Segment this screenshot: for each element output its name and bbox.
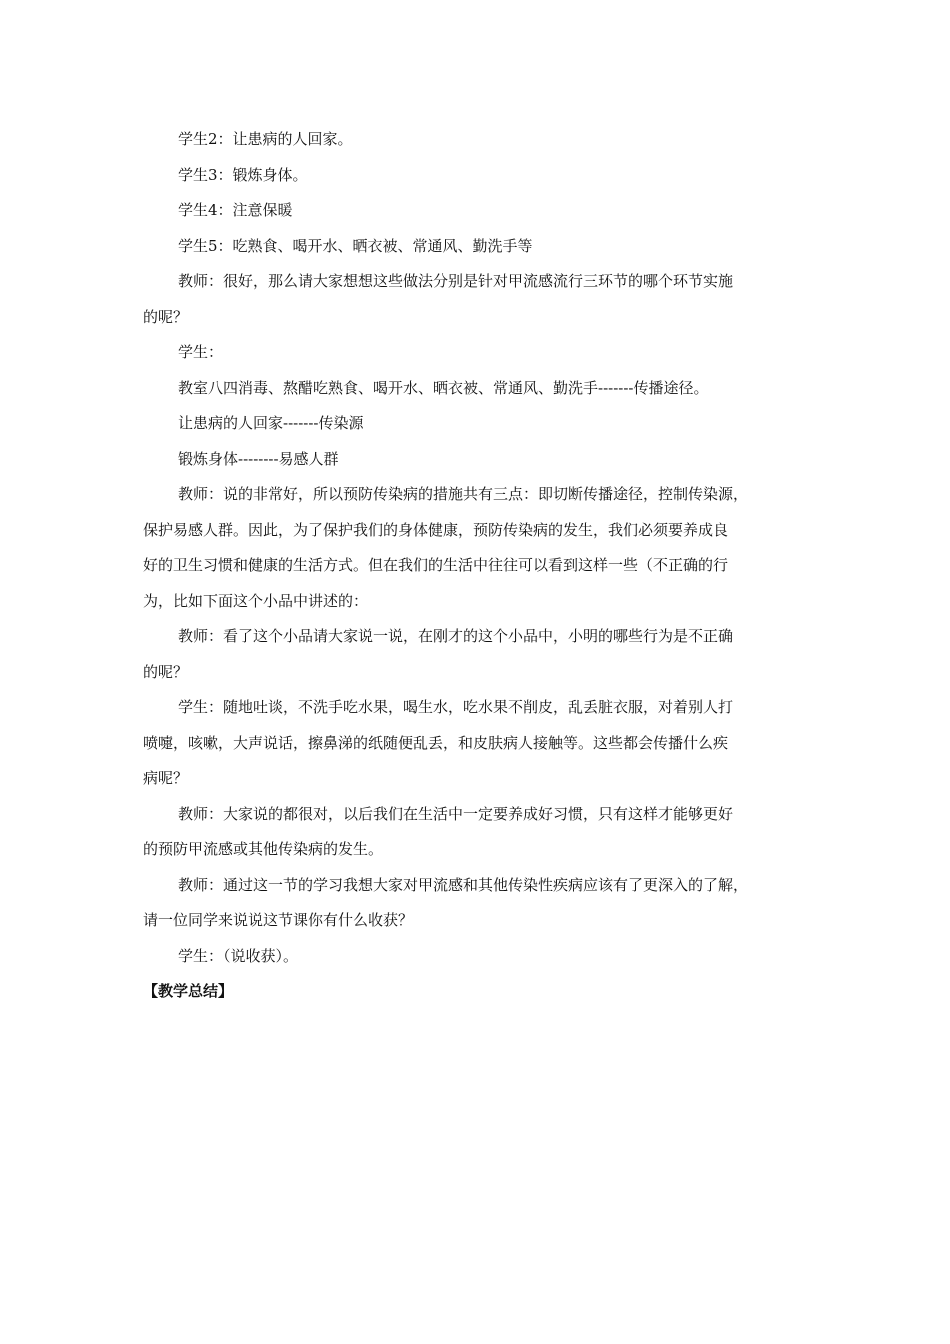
text-line: 学生2：让患病的人回家。 [178,130,353,148]
text-line: 为，比如下面这个小品中讲述的： [143,591,369,610]
text-line: 锻炼身体--------易感人群 [178,449,339,468]
text-line: 学生：随地吐谈，不洗手吃水果，喝生水，吃水果不削皮，乱丢脏衣服，对着别人打 [178,698,734,716]
text-line: 保护易感人群。因此，为了保护我们的身体健康，预防传染病的发生，我们必须要养成良 [143,520,729,539]
text-line: 学生5：吃熟食、喝开水、晒衣被、常通风、勤洗手等 [178,236,533,255]
text-line: 学生：（说收获）。 [178,946,299,965]
text-line: 的呢？ [143,307,189,326]
text-line: 教师：说的非常好，所以预防传染病的措施共有三点：即切断传播途径，控制传染源， [178,485,749,503]
text-line: 学生4：注意保暖 [178,201,293,219]
text-line: 的呢？ [143,662,189,681]
text-line: 喷嚏，咳嗽，大声说话，擦鼻涕的纸随便乱丢，和皮肤病人接触等。这些都会传播什么疾 [143,733,729,752]
text-line: 学生3：锻炼身体。 [178,165,308,184]
text-line: 教室八四消毒、熬醋吃熟食、喝开水、晒衣被、常通风、勤洗手-------传播途径。 [178,378,709,397]
text-line: 教师：通过这一节的学习我想大家对甲流感和其他传染性疾病应该有了更深入的了解， [178,875,749,894]
text-line: 让患病的人回家-------传染源 [178,414,364,432]
text-line: 的预防甲流感或其他传染病的发生。 [143,840,384,858]
text-line: 学生： [178,343,224,361]
text-line: 教师：大家说的都很对，以后我们在生活中一定要养成好习惯，只有这样才能够更好 [178,804,734,823]
text-line: 教师：看了这个小品请大家说一说，在刚才的这个小品中，小明的哪些行为是不正确 [178,627,734,645]
text-line: 病呢？ [143,769,189,787]
document-body [143,122,807,1010]
text-line: 教师：很好，那么请大家想想这些做法分别是针对甲流感流行三环节的哪个环节实施 [178,272,734,290]
section-heading: 【教学总结】 [143,982,234,1000]
text-line: 好的卫生习惯和健康的生活方式。但在我们的生活中往往可以看到这样一些（不正确的行 [143,556,729,574]
text-line: 请一位同学来说说这节课你有什么收获？ [143,911,414,929]
